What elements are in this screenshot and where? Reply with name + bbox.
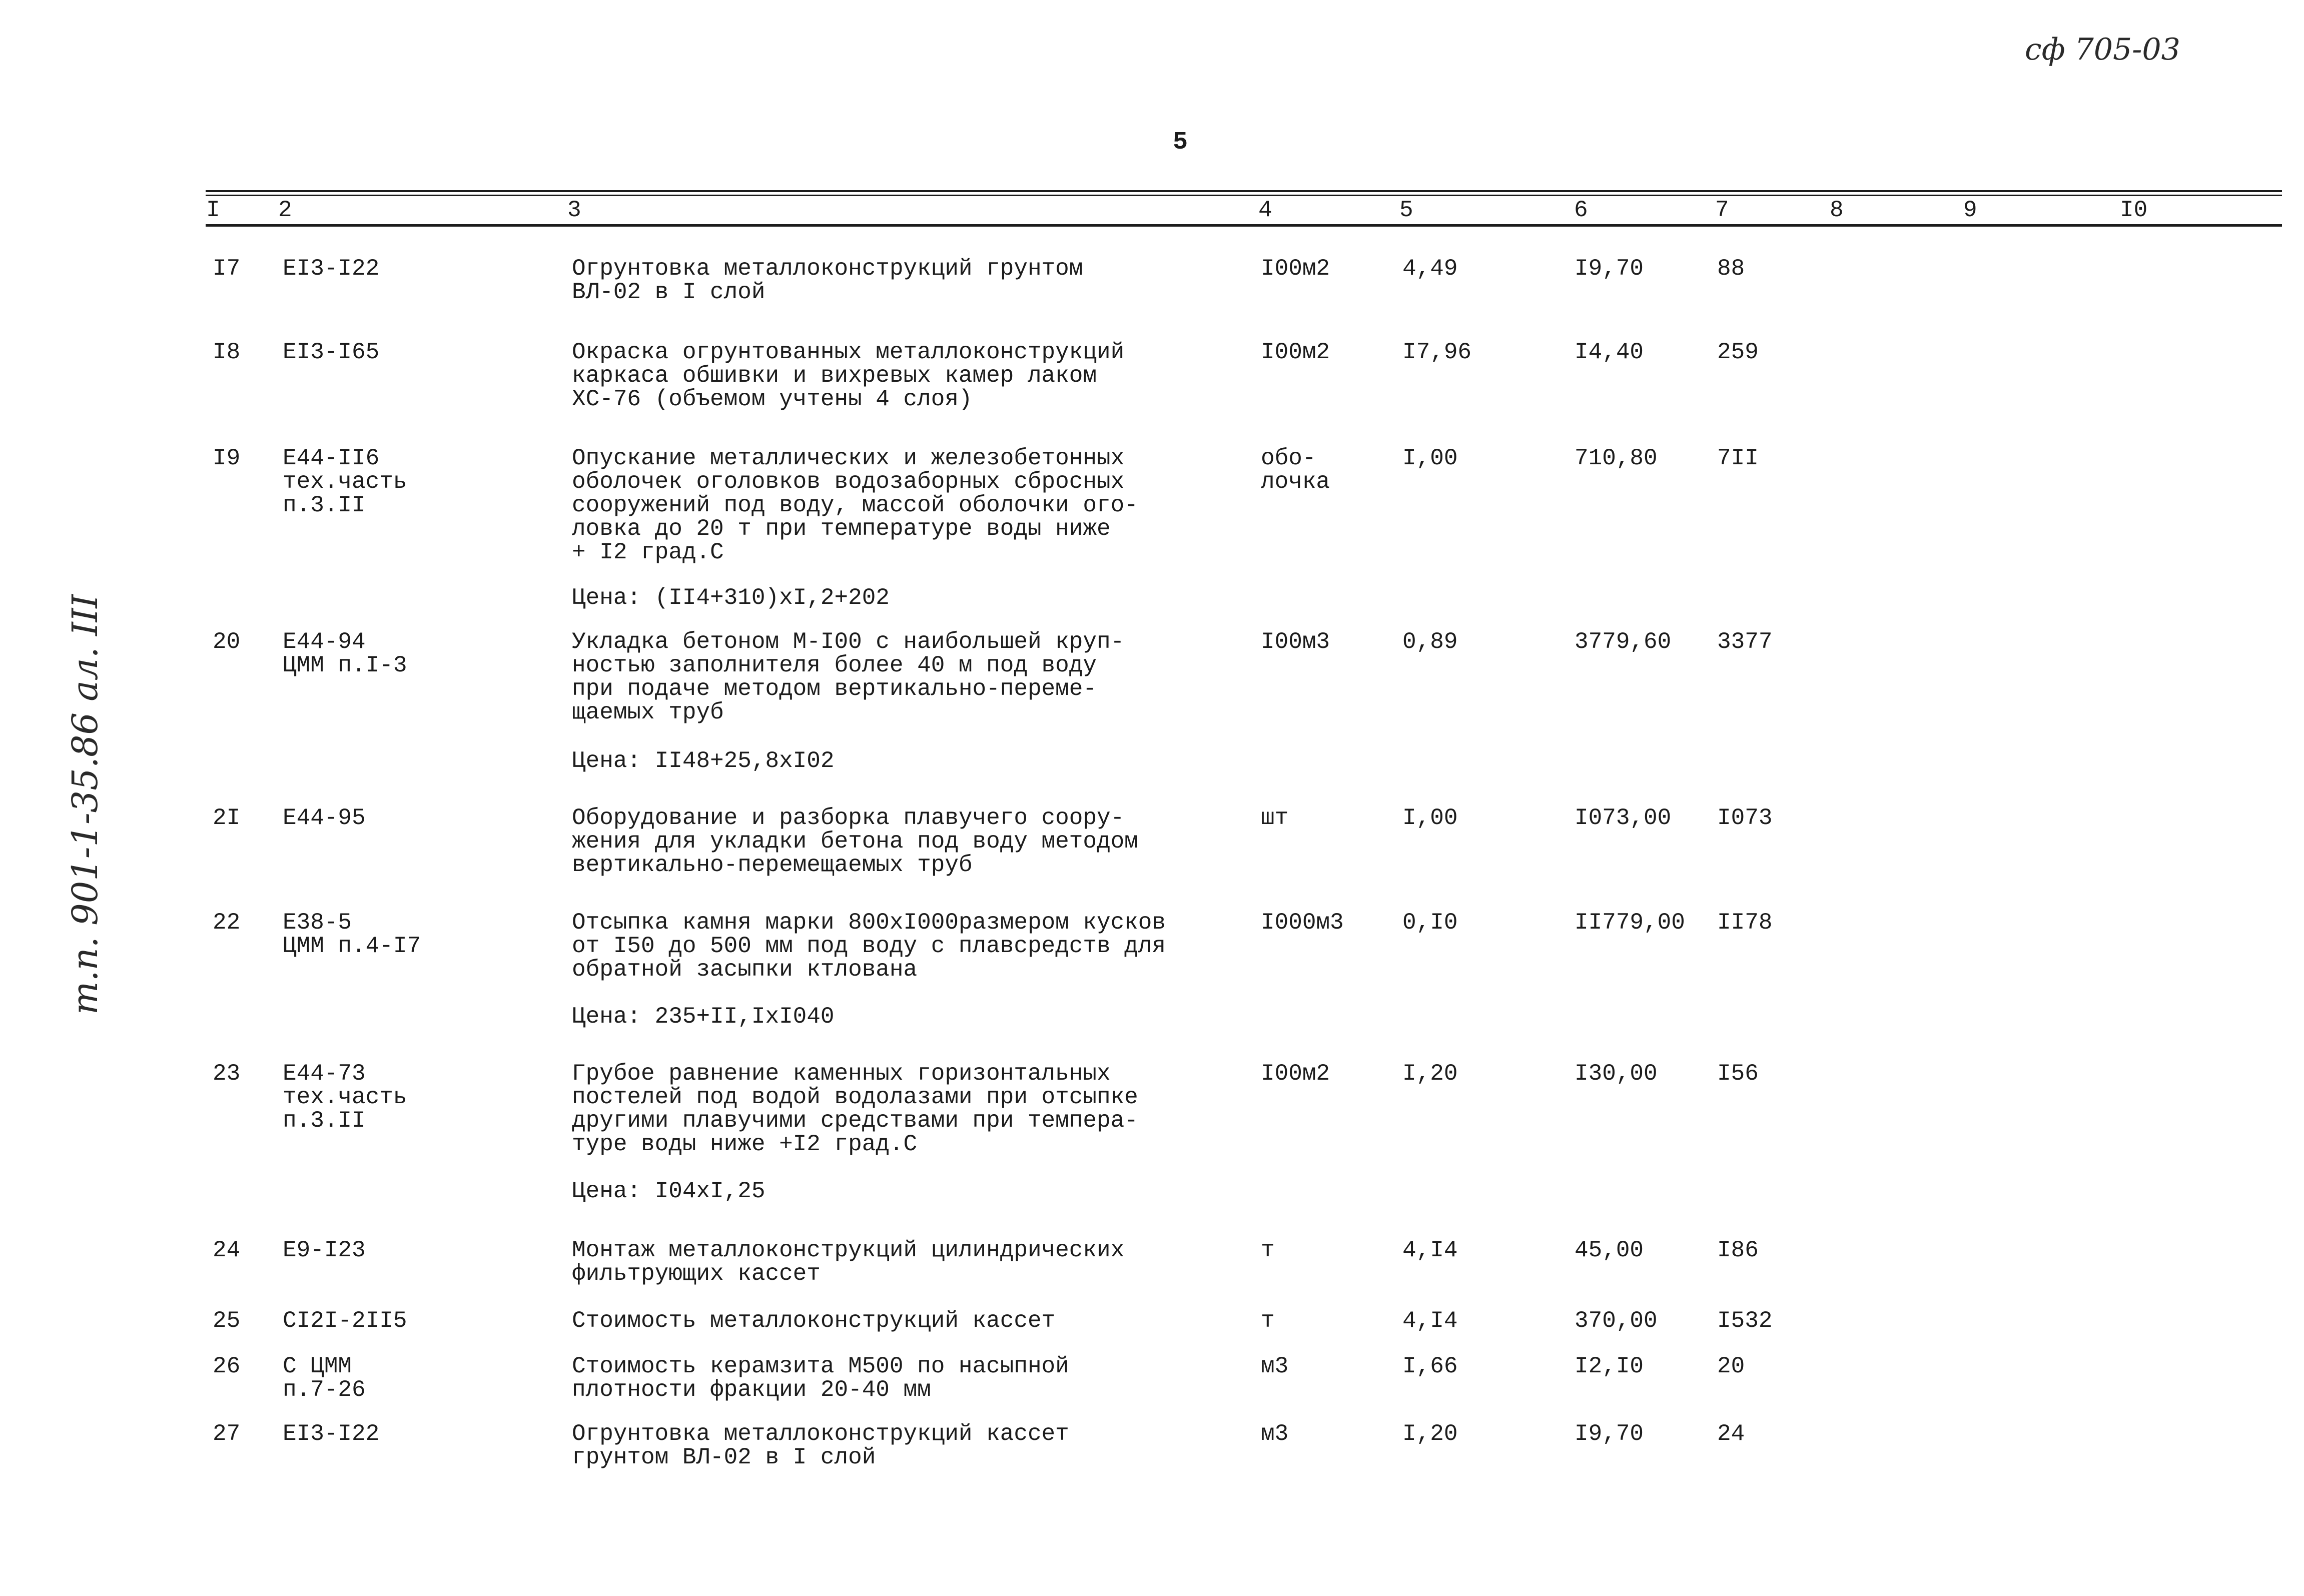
- row-number: 2I: [213, 805, 241, 831]
- row-number: I7: [213, 256, 241, 282]
- unit-price: 3779,60: [1575, 629, 1672, 655]
- norm-code: Е9-I23: [283, 1237, 366, 1263]
- column-header-10: I0: [2120, 197, 2148, 223]
- row-number: I9: [213, 445, 241, 471]
- norm-code: ЕI3-I65: [283, 339, 380, 365]
- quantity: I,20: [1402, 1061, 1458, 1087]
- quantity: 0,I0: [1402, 910, 1458, 936]
- row-number: 22: [213, 910, 241, 936]
- work-description: Стоимость металлоконструкций кассет: [572, 1308, 1056, 1334]
- row-number: 26: [213, 1353, 241, 1379]
- work-description: Стоимость керамзита М500 по насыпной плотности фракции 20-40 мм: [572, 1353, 1069, 1403]
- column-header-5: 5: [1399, 197, 1413, 223]
- unit-price: I9,70: [1575, 1421, 1644, 1447]
- work-description: Монтаж металлоконструкций цилиндрических фильтрующих кассет: [572, 1237, 1125, 1287]
- page-number: 5: [1173, 128, 1188, 157]
- quantity: I,00: [1402, 445, 1458, 471]
- norm-code: Е44-II6 тех.часть п.3.II: [283, 445, 407, 518]
- quantity: I,66: [1402, 1353, 1458, 1379]
- norm-code: Е44-94 ЦММ п.I-3: [283, 629, 407, 678]
- total-cost: 7II: [1717, 445, 1759, 471]
- unit-price: I4,40: [1575, 339, 1644, 365]
- margin-note: т.п. 901-1-35.86 ал. III: [65, 594, 106, 1015]
- work-description: Огрунтовка металлоконструкций грунтом ВЛ-02 в I слой: [572, 256, 1083, 305]
- total-cost: 88: [1717, 256, 1745, 282]
- row-number: I8: [213, 339, 241, 365]
- work-description: Оборудование и разборка плавучего соору- жения для укладки бетона под воду методом вертикально-перемещаемых труб: [572, 805, 1138, 878]
- column-header-6: 6: [1574, 197, 1588, 223]
- norm-code: ЕI3-I22: [283, 1421, 380, 1447]
- unit: I00м2: [1261, 1061, 1330, 1087]
- norm-code: С ЦММ п.7-26: [283, 1353, 366, 1403]
- norm-code: Е44-95: [283, 805, 366, 831]
- total-cost: 3377: [1717, 629, 1773, 655]
- unit: м3: [1261, 1353, 1289, 1379]
- quantity: I,20: [1402, 1421, 1458, 1447]
- table-top-rule-second: [206, 195, 2282, 196]
- table-header-rule: [206, 224, 2282, 227]
- total-cost: 24: [1717, 1421, 1745, 1447]
- row-number: 20: [213, 629, 241, 655]
- work-description: Отсыпка камня марки 800xI000размером кусков от I50 до 500 мм под воду с плавсредств для обратной засыпки ктлована: [572, 910, 1166, 983]
- norm-code: ЕI3-I22: [283, 256, 380, 282]
- unit-price: 370,00: [1575, 1308, 1658, 1334]
- work-description: Огрунтовка металлоконструкций кассет грунтом ВЛ-02 в I слой: [572, 1421, 1069, 1470]
- work-description: Укладка бетоном М-I00 с наибольшей круп- ностью заполнителя более 40 м под воду при подаче методом вертикально-переме- щаемых труб: [572, 629, 1125, 725]
- unit-price: II779,00: [1575, 910, 1685, 936]
- unit-price: I2,I0: [1575, 1353, 1644, 1379]
- work-description: Грубое равнение каменных горизонтальных постелей под водой водолазами при отсыпке другими плавучими средствами при темпера- туре воды ниже +I2 град.С: [572, 1061, 1138, 1157]
- unit: шт: [1261, 805, 1289, 831]
- total-cost: I86: [1717, 1237, 1759, 1263]
- norm-code: СI2I-2II5: [283, 1308, 407, 1334]
- unit: I00м2: [1261, 339, 1330, 365]
- unit: обо- лочка: [1261, 445, 1330, 495]
- quantity: 4,I4: [1402, 1237, 1458, 1263]
- column-header-4: 4: [1258, 197, 1272, 223]
- unit-price: I30,00: [1575, 1061, 1658, 1087]
- unit: I000м3: [1261, 910, 1344, 936]
- row-number: 23: [213, 1061, 241, 1087]
- quantity: I7,96: [1402, 339, 1472, 365]
- unit: I00м3: [1261, 629, 1330, 655]
- column-header-9: 9: [1963, 197, 1977, 223]
- norm-code: Е44-73 тех.часть п.3.II: [283, 1061, 407, 1134]
- column-header-1: I: [206, 197, 220, 223]
- row-number: 24: [213, 1237, 241, 1263]
- unit-price: 45,00: [1575, 1237, 1644, 1263]
- unit: м3: [1261, 1421, 1289, 1447]
- total-cost: I073: [1717, 805, 1773, 831]
- quantity: 0,89: [1402, 629, 1458, 655]
- quantity: I,00: [1402, 805, 1458, 831]
- norm-code: Е38-5 ЦММ п.4-I7: [283, 910, 421, 959]
- column-header-3: 3: [567, 197, 581, 223]
- price-note: Цена: 235+II,IxI040: [572, 1004, 835, 1030]
- table-header: [0, 199, 2304, 222]
- price-note: Цена: II48+25,8xI02: [572, 748, 835, 774]
- quantity: 4,I4: [1402, 1308, 1458, 1334]
- table-top-rule: [206, 190, 2282, 192]
- total-cost: I532: [1717, 1308, 1773, 1334]
- total-cost: 20: [1717, 1353, 1745, 1379]
- work-description: Окраска огрунтованных металлоконструкций каркаса обшивки и вихревых камер лаком ХС-76 (объемом учтены 4 слоя): [572, 339, 1125, 412]
- unit-price: I9,70: [1575, 256, 1644, 282]
- unit-price: 710,80: [1575, 445, 1658, 471]
- column-header-7: 7: [1715, 197, 1729, 223]
- column-header-8: 8: [1830, 197, 1844, 223]
- row-number: 27: [213, 1421, 241, 1447]
- price-note: Цена: (II4+310)xI,2+202: [572, 585, 890, 611]
- column-header-2: 2: [278, 197, 292, 223]
- quantity: 4,49: [1402, 256, 1458, 282]
- total-cost: 259: [1717, 339, 1759, 365]
- unit: т: [1261, 1237, 1275, 1263]
- total-cost: I56: [1717, 1061, 1759, 1087]
- work-description: Опускание металлических и железобетонных оболочек оголовков водозаборных сбросных сооружений под воду, массой оболочки ого- ловка до 20 т при температуре воды ниже + I2 град.С: [572, 445, 1138, 565]
- unit: т: [1261, 1308, 1275, 1334]
- row-number: 25: [213, 1308, 241, 1334]
- unit: I00м2: [1261, 256, 1330, 282]
- total-cost: II78: [1717, 910, 1773, 936]
- document-code: сф 705-03: [2025, 32, 2180, 67]
- price-note: Цена: I04xI,25: [572, 1178, 765, 1204]
- unit-price: I073,00: [1575, 805, 1672, 831]
